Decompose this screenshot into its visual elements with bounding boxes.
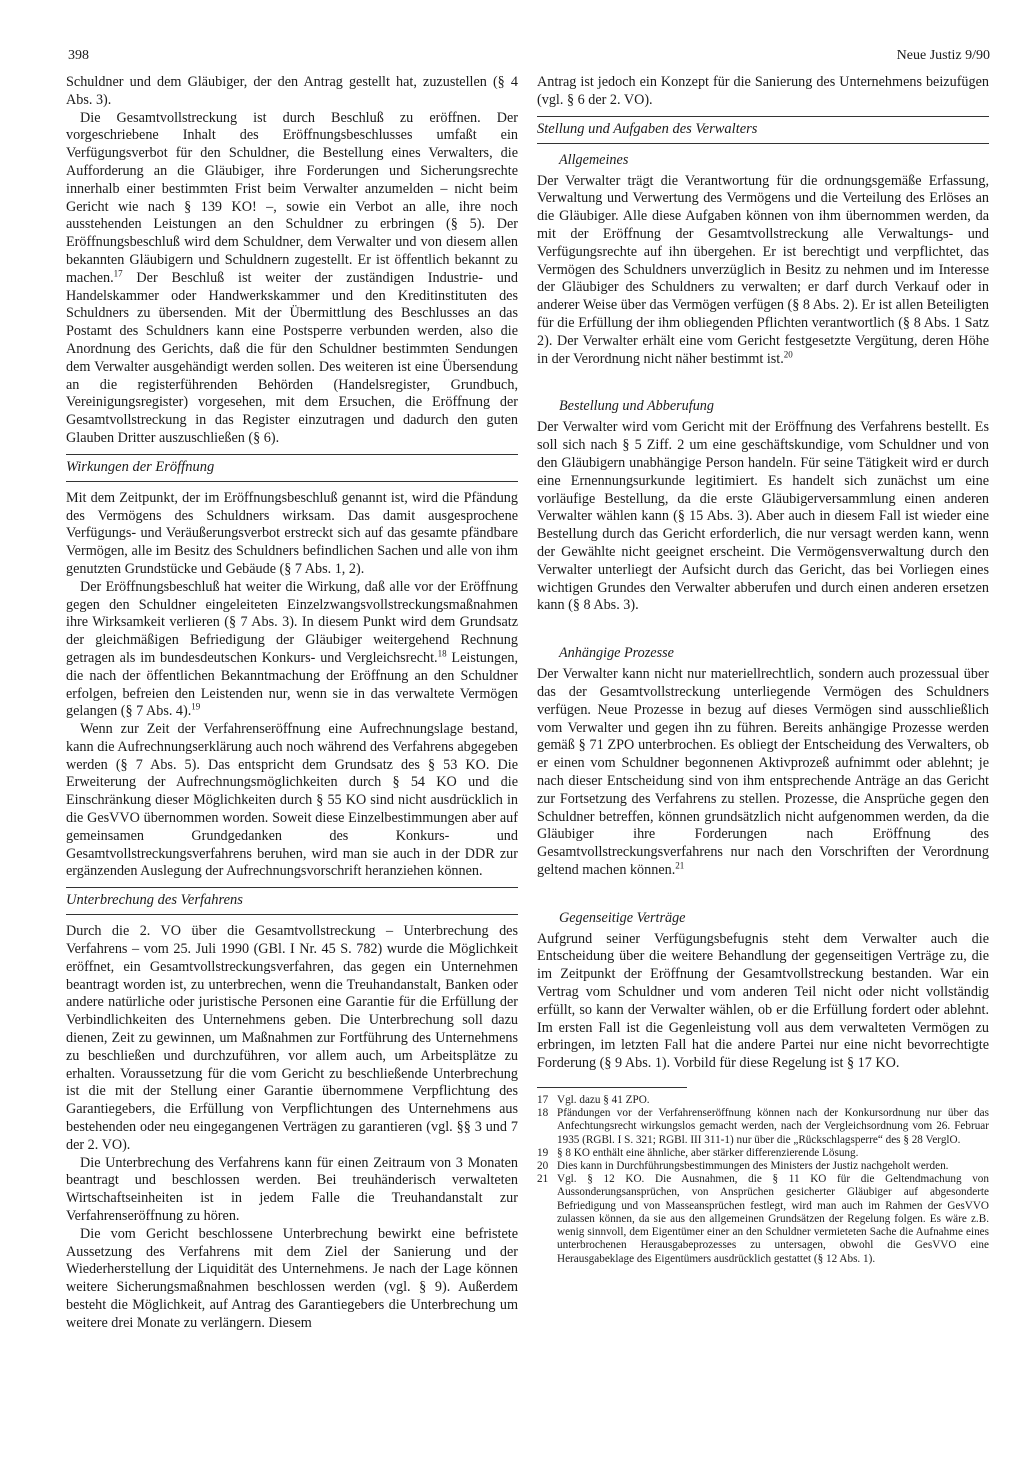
paragraph: Durch die 2. VO über die Gesamtvollstreckung – Unterbrechung des Verfahrens – vom 25. Juli 1990 (GBl. I Nr. 45 S. 782) wurde die Möglichkeit eröffnet, ein Gesamtvollstreckungsverfahren, das gegen ein Unternehmen beantragt worden ist, zu unterbrechen, wenn die Treuhandanstalt, Banken oder andere natürliche oder juristische Personen eine Garantie für die Erfüllung der Verbindlichkeiten des Unternehmens geben. Die Unterbrechung soll dazu dienen, Zeit zu gewinnen, um Maßnahmen zur Fortführung des Unternehmens zu beschließen und durchzuführen, vor allem auch, um Arbeitsplätze zu erhalten. Voraussetzung für die vom Gericht zu beschließende Unterbrechung ist die mit der Stellung einer Garantie übernommene Verpflichtung des Garantiegebers, die Erfüllung von Verpflichtungen des Unternehmens aus bestehenden oder neu eingegangenen Verträgen zu garantieren (vgl. §§ 3 und 7 der 2. VO).	[66, 923, 518, 1153]
footnote-ref: 18	[437, 648, 447, 659]
footnote: 18 Pfändungen vor der Verfahrenseröffnung können nach der Konkursordnung nur über das Anfechtungsrecht wirkungslos gemacht werden, nach der Vergleichsordnung vom 26. Februar 1935 (RGBl. I S. 321; RGBl. III 311-1) nur über die „Rückschlagsperre“ des § 28 VerglO.	[537, 1107, 989, 1146]
paragraph: Der Verwalter wird vom Gericht mit der Eröffnung des Verfahrens bestellt. Es soll sich nach § 5 Ziff. 2 um eine geschäftskundige, vom Schuldner und von den Gläubigern unabhängige Person handeln. Für seine Tätigkeit wird er durch eine Ernennungsurkunde legitimiert. Es handelt sich zunächst um eine vorläufige Bestellung, da die erste Gläubigerversammlung einen anderen Verwalter wählen kann (§ 15 Abs. 3). Aber auch in diesem Fall ist wieder eine Bestellung durch das Gericht erforderlich, die nur versagt werden kann, wenn der Gewählte nicht geeignet erscheint. Die Vermögensverwaltung durch den Verwalter unterliegt der Aufsicht durch das Gericht, das bei Vorliegen eines wichtigen Grundes den Verwalter abberufen und durch einen anderen ersetzen kann (§ 8 Abs. 3).	[537, 419, 989, 614]
paragraph: Der Verwalter trägt die Verantwortung für die ordnungsgemäße Erfassung, Verwaltung und Verwertung des Vermögens und die Verteilung des Erlöses an die Gläubiger. Alle diese Aufgaben können von ihm übernommen werden, da mit der Eröffnung der Gesamtvollstreckung alle Verwaltungs- und Verfügungsrechte auf ihn übergehen. Er ist berechtigt und verpflichtet, das Vermögen des Schuldners unverzüglich in Besitz zu nehmen und im Interesse der Gläubiger des Schuldners zu verwalten; er darf durch Verkauf oder in anderer Weise über das Vermögen verfügen (§ 8 Abs. 2). Er ist allen Beteiligten für die Erfüllung der ihm obliegenden Pflichten verantwortlich (§ 8 Abs. 1 Satz 2). Der Verwalter erhält eine vom Gericht festgesetzte Vergütung, deren Höhe in der Verordnung nicht näher bestimmt ist.$^{20}$	[537, 172, 989, 367]
paragraph: Schuldner und dem Gläubiger, der den Antrag gestellt hat, zuzustellen (§ 4 Abs. 3).	[66, 74, 518, 108]
paragraph: Die vom Gericht beschlossene Unterbrechung bewirkt eine befristete Aussetzung des Verfahrens mit dem Ziel der Sanierung und der Wiederherstellung der Liquidität des Unternehmens. Je nach der Lage können weitere Sicherungsmaßnahmen beschlossen werden (vgl. § 9). Außerdem besteht die Möglichkeit, auf Antrag des Garantiegebers die Unterbrechung um weitere drei Monate zu verlängern. Diesem	[66, 1225, 518, 1331]
footnote-ref: 21	[675, 860, 685, 871]
subsection-heading: Allgemeines	[559, 151, 629, 168]
footnote-ref: 17	[113, 268, 123, 279]
subsection-heading: Anhängige Prozesse	[559, 645, 674, 662]
footnote-ref: 20	[783, 348, 793, 359]
footnote: 21 Vgl. § 12 KO. Die Ausnahmen, die § 11 KO für die Geltendmachung von Aussonderungsansprüchen, von Ansprüchen gesicherter Gläubiger auf abgesonderte Befriedigung und von Masseansprüchen festlegt, wird man auch im Rahmen der GesVVO zulassen können, da sie aus den allgemeinen Grundsätzen der Regelung folgen. Es wäre z.B. wenig sinnvoll, dem Eigentümer einer an den Schuldner vermieteten Sache die Aufnahme eines unterbrochenen Herausgabeprozesses zu untersagen, obwohl die GesVVO eine Herausgabeklage des Eigentümers ausdrücklich gestattet (§ 12 Abs. 1).	[537, 1173, 989, 1265]
paragraph: Die Gesamtvollstreckung ist durch Beschluß zu eröffnen. Der vorgeschriebene Inhalt des Eröffnungsbeschlusses umfaßt ein Verfügungsverbot für den Schuldner, die Bestellung eines Verwalters, die Aufforderung an die Gläubiger, ihre Forderungen und Sicherungsrechte innerhalb einer bestimmten Frist beim Verwalter anzumelden – nicht beim Gericht wie nach § 139 KO! –, sowie ein Verbot an alle, ihre noch ausstehenden Leistungen an den Schuldner zu erbringen (§ 5). Der Eröffnungsbeschluß wird dem Schuldner, dem Verwalter und von diesem allen bekannten Gläubigern und Schuldnern zugestellt. Er ist öffentlich bekannt zu machen.$^{17}$ Der Beschluß ist weiter der zuständigen Industrie- und Handelskammer oder Handwerkskammer und den Kreditinstituten des Schuldners zu übersenden. Mit der Übermittlung des Beschlusses an das Postamt des Schuldners kann eine Postsperre verbunden werden, also die Anordnung des Gerichts, daß die für den Schuldner bestimmten Sendungen dem Verwalter ausgehändigt werden sollen. Des weiteren ist eine Übersendung an die registerführenden Behörden (Handelsregister, Grundbuch, Vereinigungsregister) vorgesehen, mit dem Ersuchen, die Eröffnung der Gesamtvollstreckung in das Register einzutragen und dadurch den guten Glauben Dritter auszuschließen (§ 6).	[66, 109, 518, 446]
section-heading: Unterbrechung des Verfahrens	[66, 887, 518, 915]
left-column	[66, 74, 518, 1333]
section-heading: Stellung und Aufgaben des Verwalters	[537, 116, 989, 144]
paragraph: Wenn zur Zeit der Verfahrenseröffnung eine Aufrechnungslage bestand, kann die Aufrechnungserklärung auch noch während des Verfahrens abgegeben werden (§ 7 Abs. 5). Das entspricht dem Grundsatz des § 53 KO. Die Erweiterung der Aufrechnungsmöglichkeiten durch § 54 KO und die Einschränkung dieser Möglichkeiten durch § 55 KO sind nicht ausdrücklich in die GesVVO übernommen worden. Soweit diese Einzelbestimmungen aber auf gemeinsamen Grundgedanken des Konkurs- und Gesamtvollstreckungsverfahrens beruhen, wird man sie auch in der DDR zur ergänzenden Auslegung der Aufrechnungsvorschrift heranziehen können.	[66, 721, 518, 880]
footnote: 17 Vgl. dazu § 41 ZPO.	[537, 1094, 650, 1107]
paragraph: Mit dem Zeitpunkt, der im Eröffnungsbeschluß genannt ist, wird die Pfändung des Vermögens des Schuldners wirksam. Das damit ausgesprochene Verfügungs- und Veräußerungsverbot erstreckt sich auf das gesamte pfändbare Vermögen, alle im Besitz des Schuldners befindlichen Sachen und alle von ihm genutzten Grundstücke und Gebäude (§ 7 Abs. 1, 2).	[66, 489, 518, 577]
footnote: 19 § 8 KO enthält eine ähnliche, aber stärker differenzierende Lösung.	[537, 1146, 859, 1159]
paragraph: Aufgrund seiner Verfügungsbefugnis steht dem Verwalter auch die Entscheidung über die weitere Behandlung der gegenseitigen Verträge zu, die im Zeitpunkt der Eröffnung der Gesamtvollstreckung bestanden. War ein Vertrag vom Schuldner und vom anderen Teil nicht oder nicht vollständig erfüllt, so kann der Verwalter wählen, ob er die Erfüllung fordert oder ablehnt. Im ersten Fall ist die Gegenleistung voll aus dem verwalteten Vermögen zu erbringen, im letzten Fall hat die andere Partei nur eine nicht bevorrechtigte Forderung (§ 9 Abs. 1). Vorbild für diese Regelung ist § 17 KO.	[537, 930, 989, 1072]
subsection-heading: Bestellung und Abberufung	[559, 398, 714, 415]
footnote: 20 Dies kann in Durchführungsbestimmungen des Ministers der Justiz nachgeholt werden.	[537, 1160, 949, 1173]
subsection-heading: Gegenseitige Verträge	[559, 909, 686, 926]
footnote-ref: 19	[191, 701, 201, 712]
footnotes	[537, 1094, 989, 1266]
paragraph: Antrag ist jedoch ein Konzept für die Sanierung des Unternehmens beizufügen (vgl. § 6 der 2. VO).	[537, 74, 989, 108]
paragraph: Der Eröffnungsbeschluß hat weiter die Wirkung, daß alle vor der Eröffnung gegen den Schuldner eingeleiteten Einzelzwangsvollstreckungsmaßnahmen ihre Wirksamkeit verlieren (§ 7 Abs. 3). In diesem Punkt wird dem Grundsatz der gleichmäßigen Befriedigung der Gläubiger weitergehend Rechnung getragen als im bundesdeutschen Konkurs- und Vergleichsrecht.$^{18}$ Leistungen, die nach der öffentlichen Bekanntmachung der Eröffnung an den Schuldner erfolgen, befreien den Leistenden nur, wenn sie in das verwaltete Vermögen gelangen (§ 7 Abs. 4).$^{19}$	[66, 578, 519, 720]
paragraph: Die Unterbrechung des Verfahrens kann für einen Zeitraum von 3 Monaten beantragt und beschlossen werden. Bei treuhänderisch verwalteten Wirtschaftseinheiten ist in jedem Falle die Treuhandanstalt zur Verfahrenseröffnung zu hören.	[66, 1154, 518, 1225]
right-column	[537, 74, 989, 1266]
paragraph: Der Verwalter kann nicht nur materiellrechtlich, sondern auch prozessual über das der Gesamtvollstreckung unterliegende Vermögen des Schuldners verfügen. Neue Prozesse in bezug auf dieses Vermögen sind ausschließlich vom Verwalter und gegen ihn zu führen. Bereits anhängige Prozesse werden gemäß § 71 ZPO unterbrochen. Es obliegt der Entscheidung des Verwalters, ob er einen vom Schuldner begonnenen Aktivprozeß aufnimmt oder ablehnt; je nach dieser Entscheidung sind von ihm entsprechende Anträge an das Gericht zur Fortsetzung des Verfahrens zu stellen. Prozesse, die Ansprüche gegen den Schuldner betreffen, können grundsätzlich nicht aufgenommen werden, da die Gläubiger ihre Forderungen nach Eröffnung des Gesamtvollstreckungsverfahrens nur nach den Vorschriften der Verordnung geltend machen können.$^{21}$	[537, 666, 989, 878]
page-number: 398	[68, 48, 89, 63]
footnote-divider	[537, 1087, 687, 1088]
section-heading: Wirkungen der Eröffnung	[66, 454, 518, 482]
journal-title: Neue Justiz 9/90	[896, 48, 990, 63]
